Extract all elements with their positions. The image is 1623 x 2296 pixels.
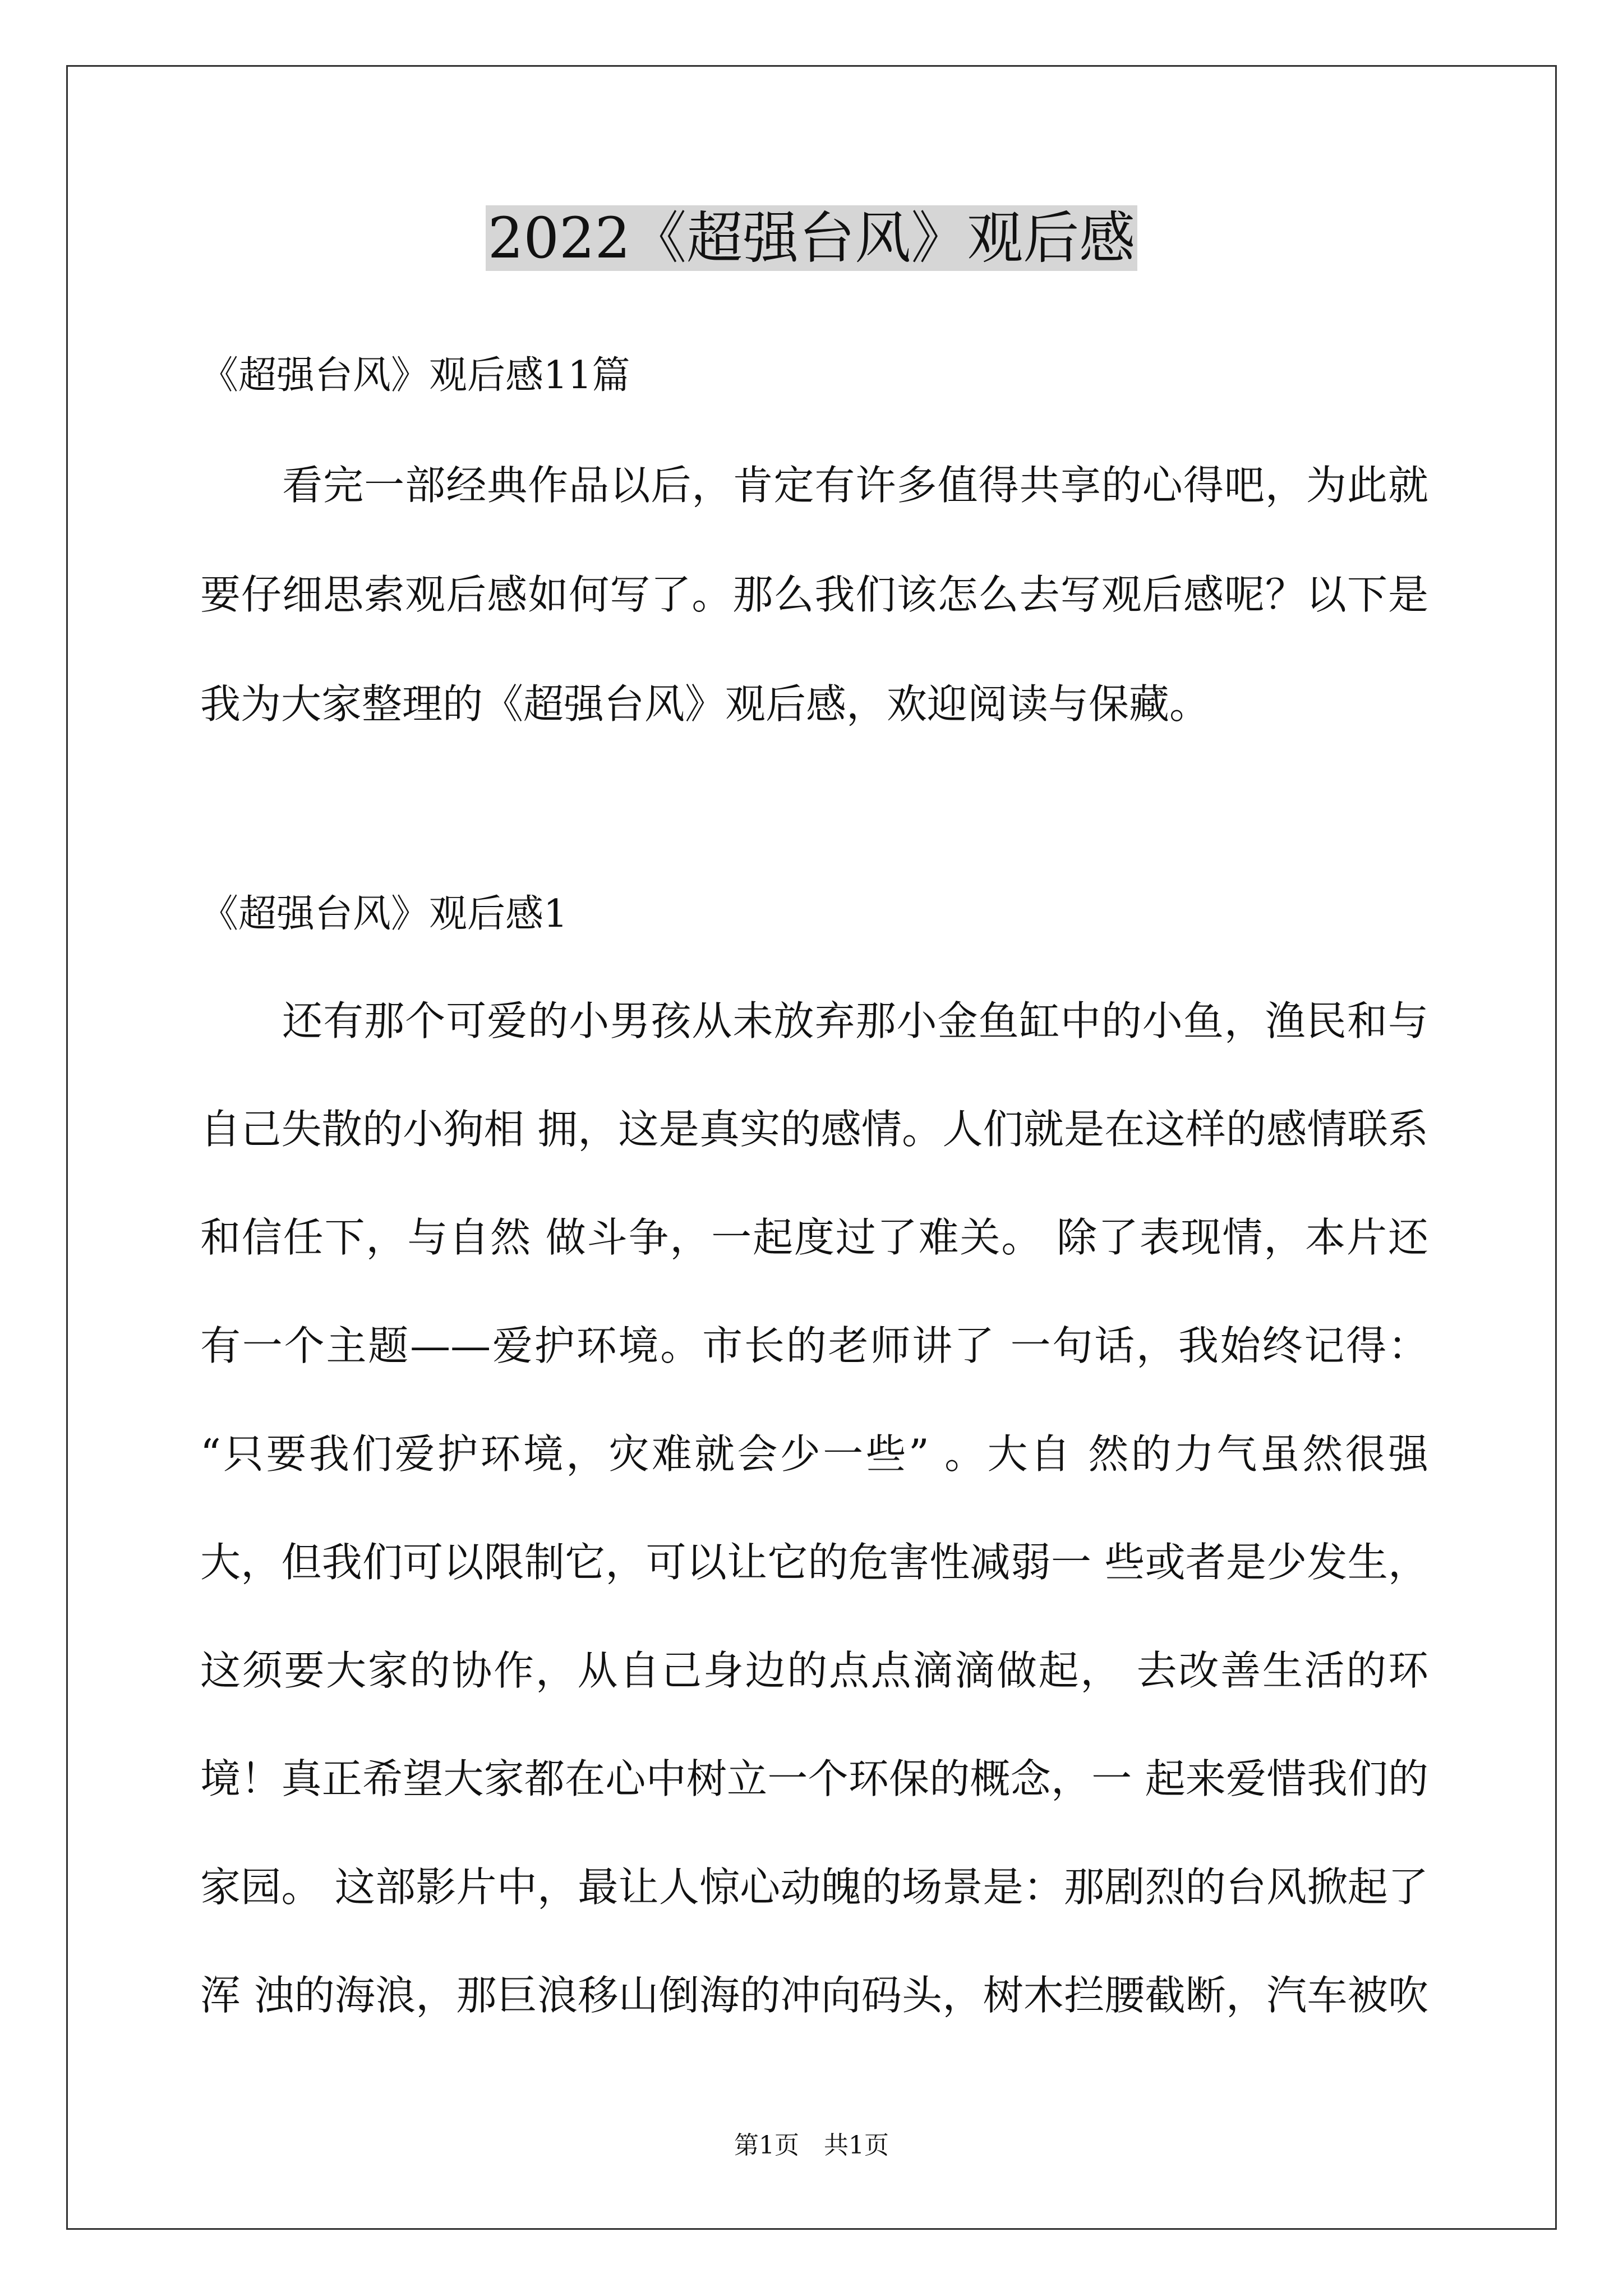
intro-line-3: 我为大家整理的《超强台风》观后感，欢迎阅读与保藏。 — [200, 680, 1210, 728]
body-line-3: 和信任下，与自然 做斗争，一起度过了难关。 除了表现情，本片还 — [200, 1214, 1428, 1261]
body-line-2: 自己失散的小狗相 拥，这是真实的感情。人们就是在这样的感情联系 — [200, 1106, 1428, 1153]
document-title — [0, 199, 1623, 278]
intro-line-1: 看完一部经典作品以后，肯定有许多值得共享的心得吧，为此就 — [200, 462, 1428, 509]
intro-line-2: 要仔细思索观后感如何写了。那么我们该怎么去写观后感呢？以下是 — [200, 571, 1428, 618]
body-line-7: 这须要大家的协作，从自己身边的点点滴滴做起， 去改善生活的环 — [200, 1647, 1428, 1694]
body-line-1: 还有那个可爱的小男孩从未放弃那小金鱼缸中的小鱼，渔民和与 — [200, 997, 1428, 1045]
body-line-4: 有一个主题——爱护环境。市长的老师讲了 一句话，我始终记得： — [200, 1322, 1428, 1369]
page-footer: 第1页 共1页 — [734, 2131, 889, 2160]
document-title-text: 2022《超强台风》观后感 — [486, 205, 1138, 271]
document-subtitle: 《超强台风》观后感11篇 — [200, 353, 630, 398]
body-line-6: 大，但我们可以限制它，可以让它的危害性减弱一 些或者是少发生， — [200, 1539, 1428, 1586]
section-heading: 《超强台风》观后感1 — [200, 892, 568, 936]
body-line-10: 浑 浊的海浪，那巨浪移山倒海的冲向码头，树木拦腰截断，汽车被吹 — [200, 1972, 1428, 2019]
body-line-5: “只要我们爱护环境，灾难就会少一些” 。大自 然的力气虽然很强 — [200, 1430, 1428, 1478]
body-line-8: 境！真正希望大家都在心中树立一个环保的概念，一 起来爱惜我们的 — [200, 1755, 1428, 1802]
body-line-9: 家园。 这部影片中，最让人惊心动魄的场景是：那剧烈的台风掀起了 — [200, 1864, 1428, 1911]
